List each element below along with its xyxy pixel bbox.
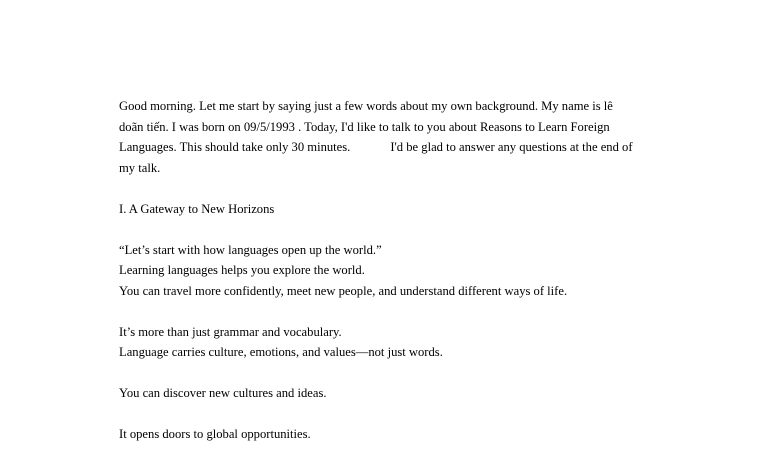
intro-line-1: Good morning. Let me start by saying just a few words about my own background. My name is lê [119, 99, 613, 113]
intro-line-4: my talk. [119, 160, 161, 175]
block1-line-2: Learning languages helps you explore the world. [119, 263, 365, 277]
paragraph-block-3 [119, 383, 679, 404]
intro-line-3a: Languages. This should take only 30 minutes. [119, 140, 351, 154]
intro-line-2: doãn tiến. I was born on 09/5/1993 . Today, I'd like to talk to you about Reasons to Learn Foreign [119, 119, 610, 134]
block4-line-1: It opens doors to global opportunities. [119, 427, 311, 441]
document-body [119, 96, 679, 465]
block3-line-1: You can discover new cultures and ideas. [119, 386, 327, 400]
paragraph-block-2 [119, 322, 679, 363]
paragraph-block-1 [119, 240, 679, 302]
section-1-heading: I. A Gateway to New Horizons [119, 201, 275, 216]
intro-paragraph [119, 96, 679, 178]
block2-line-1: It’s more than just grammar and vocabulary. [119, 324, 342, 339]
paragraph-block-4 [119, 424, 679, 445]
block2-line-2: Language carries culture, emotions, and values—not just words. [119, 345, 443, 359]
section-heading [119, 199, 679, 220]
intro-line-3b: I'd be glad to answer any questions at the end of [390, 140, 633, 154]
intro-line-3 [119, 137, 679, 158]
block1-line-1: “Let’s start with how languages open up the world.” [119, 242, 382, 257]
block1-line-3: You can travel more confidently, meet new people, and understand different ways of life. [119, 283, 568, 298]
